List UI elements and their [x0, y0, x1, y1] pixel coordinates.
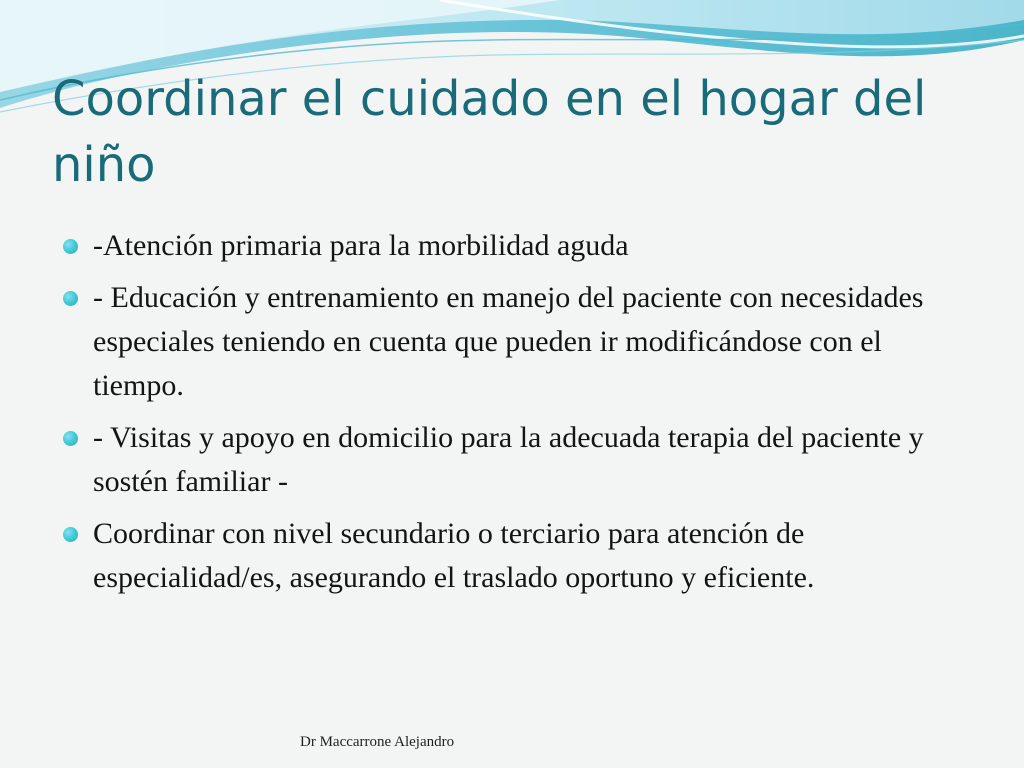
bullet-text: - Visitas y apoyo en domicilio para la adecuada terapia del paciente y sostén familiar -	[93, 421, 924, 498]
bullet-text: -Atención primaria para la morbilidad aguda	[93, 229, 629, 262]
list-item	[60, 276, 960, 408]
bullet-dot-icon	[63, 527, 78, 542]
list-item	[60, 512, 960, 600]
list-item	[60, 224, 960, 268]
bullet-list	[60, 224, 960, 608]
bullet-dot-icon	[63, 291, 78, 306]
slide-footer: Dr Maccarrone Alejandro	[300, 734, 455, 750]
bullet-dot-icon	[63, 239, 78, 254]
list-item	[60, 416, 960, 504]
slide-title: Coordinar el cuidado en el hogar del niño	[52, 71, 927, 193]
bullet-text: Coordinar con nivel secundario o terciario para atención de especialidad/es, asegurando el traslado oportuno y eficiente.	[93, 517, 815, 594]
bullet-dot-icon	[63, 431, 78, 446]
bullet-text: - Educación y entrenamiento en manejo del paciente con necesidades especiales teniendo en cuenta que pueden ir modificándose con el tiempo.	[93, 281, 924, 402]
